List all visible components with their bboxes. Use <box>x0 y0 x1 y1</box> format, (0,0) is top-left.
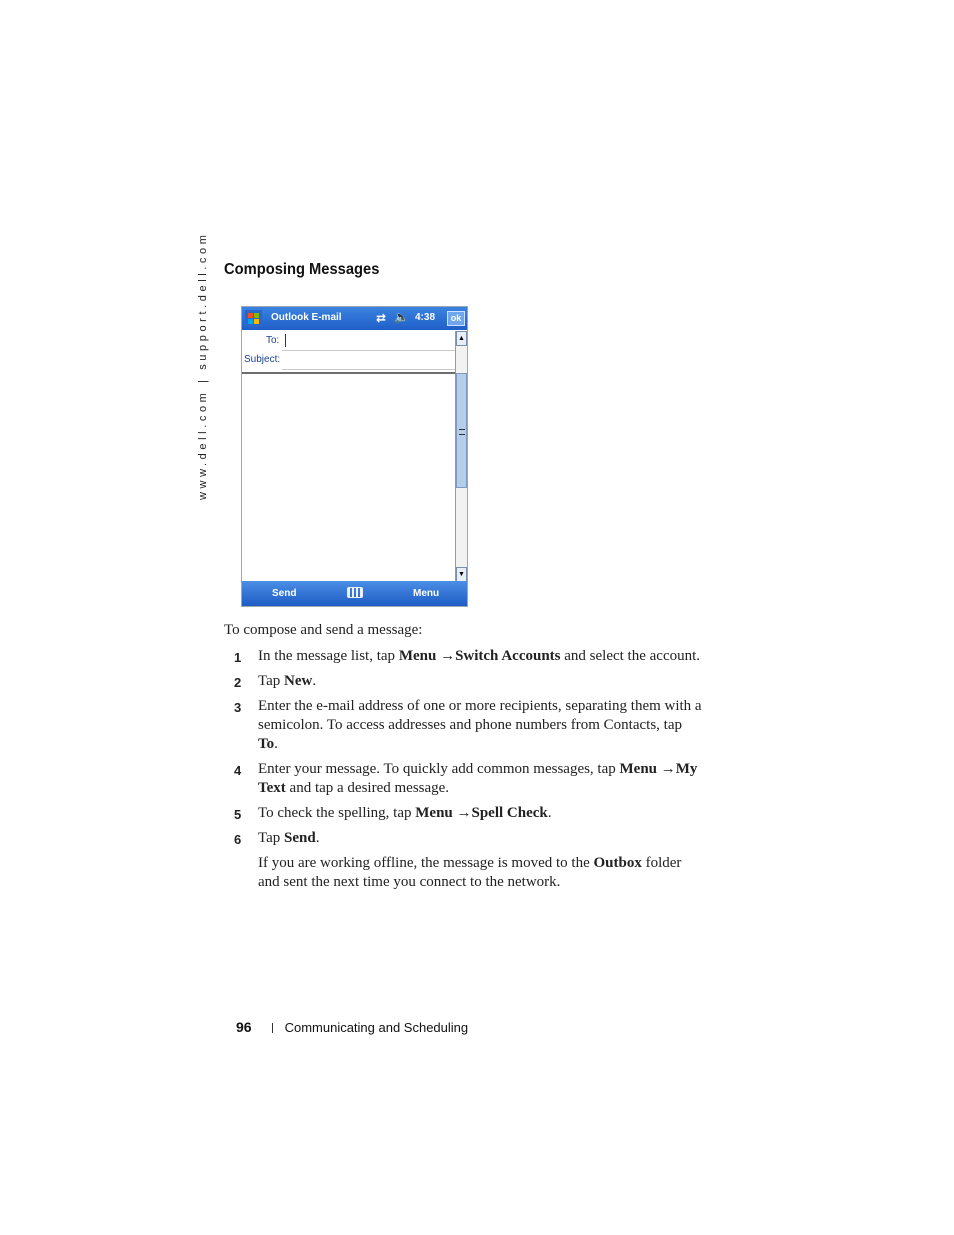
menu-softkey[interactable]: Menu <box>413 588 440 599</box>
step-number: 6 <box>234 832 242 847</box>
connectivity-icon[interactable]: ⇄ <box>376 311 387 325</box>
speaker-icon[interactable]: 🔈 <box>394 310 409 324</box>
section-heading: Composing Messages <box>224 261 380 278</box>
app-title: Outlook E-mail <box>271 312 342 323</box>
step-number: 2 <box>234 675 242 690</box>
step-note <box>224 854 704 892</box>
step-ui-term: New <box>284 673 313 689</box>
ok-button[interactable]: ok <box>447 311 465 326</box>
step-number: 4 <box>234 763 242 778</box>
step-text: Enter the e-mail address of one or more recipients, separating them with a semicolon. To access addresses and phone numbers from Contacts, tap <box>258 698 702 733</box>
scrollbar[interactable] <box>455 331 467 582</box>
step-number: 5 <box>234 807 242 822</box>
subject-field[interactable] <box>242 350 455 370</box>
note-ui-term: Outbox <box>593 855 642 871</box>
scroll-down-arrow-icon[interactable]: ▼ <box>456 567 467 582</box>
step-item <box>224 697 704 754</box>
to-field[interactable] <box>242 331 455 351</box>
scroll-thumb[interactable] <box>456 373 467 488</box>
subject-input-line[interactable] <box>282 369 455 370</box>
pocket-pc-screenshot <box>241 306 468 607</box>
page-footer <box>236 1019 468 1035</box>
step-text: To check the spelling, tap <box>258 805 416 821</box>
step-ui-term: To <box>258 736 275 752</box>
step-text: Tap <box>258 673 285 689</box>
send-softkey[interactable]: Send <box>272 588 297 599</box>
side-url: www.dell.com | support.dell.com <box>197 231 209 500</box>
footer-section-title: Communicating and Scheduling <box>284 1020 469 1035</box>
step-text: and select the account. <box>560 648 701 664</box>
to-label: To: <box>266 335 280 346</box>
step-ui-term: Menu →Spell Check <box>415 805 548 821</box>
grip-icon <box>459 429 465 435</box>
step-ui-term: Send <box>284 830 316 846</box>
step-ui-term: Menu →Switch Accounts <box>398 648 561 664</box>
windows-start-icon[interactable] <box>245 310 262 327</box>
steps-list <box>224 647 704 892</box>
step-item <box>224 829 704 848</box>
step-item <box>224 647 704 666</box>
step-item <box>224 760 704 798</box>
step-text: Enter your message. To quickly add common messages, tap <box>258 761 620 777</box>
soft-key-bar <box>242 581 467 606</box>
title-bar <box>242 307 467 330</box>
step-text: . <box>312 673 317 689</box>
note-text: folder and sent the next time you connect to the network. <box>258 855 682 890</box>
step-text: In the message list, tap <box>258 648 399 664</box>
text-cursor <box>285 334 286 347</box>
keyboard-icon[interactable] <box>347 587 363 598</box>
step-text: . <box>315 830 320 846</box>
intro-text: To compose and send a message: <box>224 622 423 638</box>
clock[interactable]: 4:38 <box>415 312 436 323</box>
subject-label: Subject: <box>244 354 281 365</box>
step-text: . <box>274 736 278 752</box>
step-number: 1 <box>234 650 242 665</box>
page-number: 96 <box>236 1019 252 1035</box>
scroll-up-arrow-icon[interactable]: ▲ <box>456 331 467 346</box>
header-separator <box>242 372 455 374</box>
step-item <box>224 672 704 691</box>
note-text: If you are working offline, the message is moved to the <box>258 855 594 871</box>
step-ui-term: Menu →My Text <box>258 761 698 796</box>
step-item <box>224 804 704 823</box>
step-text: and tap a desired message. <box>285 780 450 796</box>
step-number: 3 <box>234 700 242 715</box>
step-text: Tap <box>258 830 285 846</box>
footer-divider <box>272 1023 273 1033</box>
step-text: . <box>547 805 552 821</box>
